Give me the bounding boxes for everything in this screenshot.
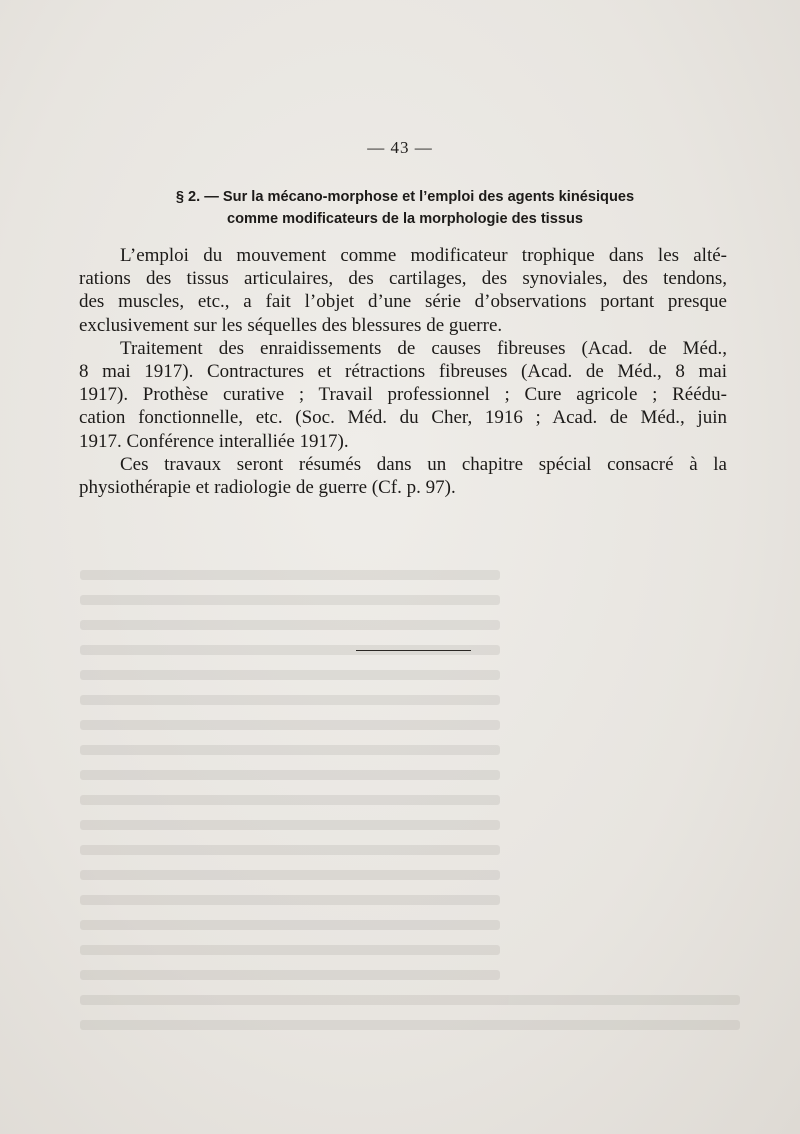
page-number: — 43 —: [367, 138, 433, 157]
text-line: 1917. Conférence interalliée 1917).: [79, 430, 349, 452]
section-divider-rule: [356, 650, 471, 651]
text-line: cation fonctionnelle, etc. (Soc. Méd. du Cher, 1916 ; Acad. de Méd., juin: [79, 407, 727, 429]
text-line: L’emploi du mouvement comme modificateur trophique dans les alté-: [120, 245, 727, 266]
text-line: Traitement des enraidissements de causes fibreuses (Acad. de Méd.,: [120, 337, 727, 359]
section-heading-line: § 2. — Sur la mécano-morphose et l’emploi des agents kinésiques: [175, 189, 635, 205]
text-line: 1917). Prothèse curative ; Travail professionnel ; Cure agricole ; Réédu-: [79, 384, 727, 406]
text-line: des muscles, etc., a fait l’objet d’une série d’observations portant presque: [79, 291, 727, 313]
section-heading: [95, 186, 715, 230]
text-line: 8 mai 1917). Contractures et rétractions fibreuses (Acad. de Méd., 8 mai: [79, 361, 727, 383]
text-line: rations des tissus articulaires, des cartilages, des synoviales, des tendons,: [79, 268, 727, 290]
section-heading-line: comme modificateurs de la morphologie des tissus: [226, 211, 583, 227]
bleed-through-texture: [80, 500, 780, 1060]
body-text: [79, 244, 727, 499]
text-line: physiothérapie et radiologie de guerre (Cf. p. 97).: [79, 477, 456, 499]
text-line: Ces travaux seront résumés dans un chapitre spécial consacré à la: [120, 453, 727, 475]
text-line: exclusivement sur les séquelles des blessures de guerre.: [79, 314, 503, 336]
